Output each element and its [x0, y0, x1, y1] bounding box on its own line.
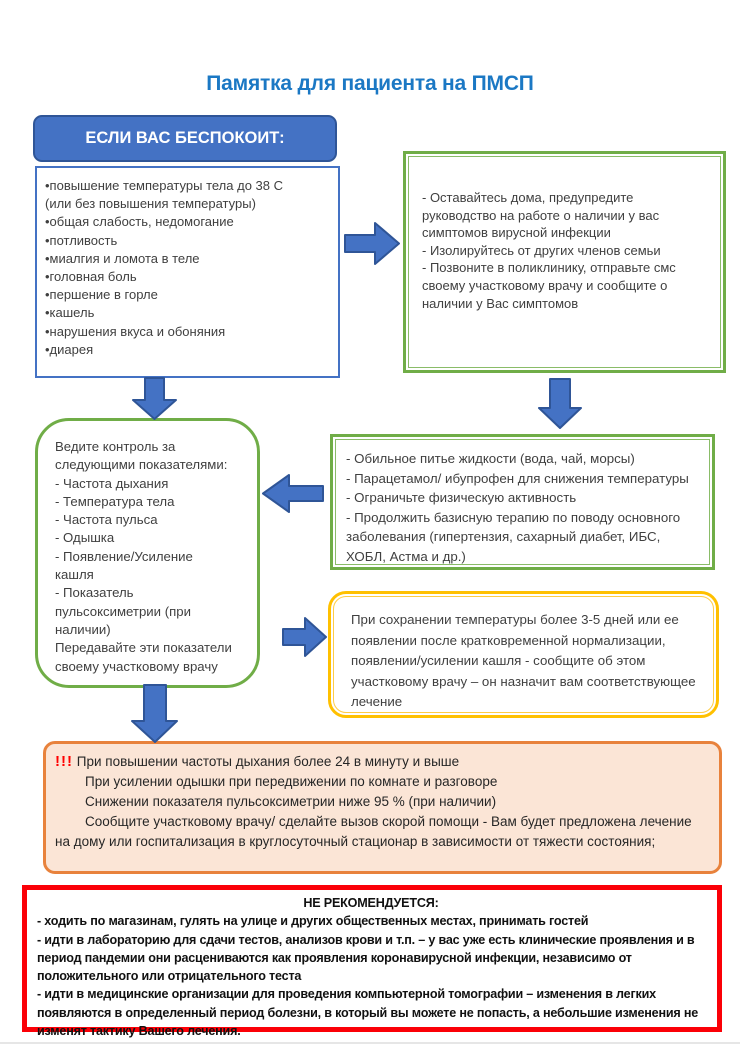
monitor-indicators-box: [35, 418, 260, 688]
stay-home-line: - Позвоните в поликлинику, отправьте смс своему участковому врачу и сообщите о наличии у Вас симптомов: [422, 260, 676, 311]
arrow-right-icon: [282, 616, 328, 658]
symptom-line: •миалгия и ломота в теле: [45, 250, 200, 266]
not-recommended-line: - идти в лабораторию для сдачи тестов, анализов крови и т.п. – у вас уже есть клинические проявления и в период пандемии они расцениваются как проявления коронавирусной инфекции, независимо от положительного или отрицательного теста: [37, 932, 695, 984]
symptom-line: •першение в горле: [45, 287, 158, 303]
arrow-right-icon: [344, 221, 401, 266]
warning-line: [55, 752, 705, 772]
page-title: Памятка для пациента на ПМСП: [206, 72, 534, 95]
emergency-warning-box: [43, 741, 722, 874]
if-you-are-worried-header: [33, 115, 337, 162]
warning-line-text: При повышении частоты дыхания более 24 в минуту и выше: [76, 754, 460, 769]
header-label: ЕСЛИ ВАС БЕСПОКОИТ:: [85, 129, 285, 147]
persistent-fever-text: При сохранении температуры более 3-5 дней или ее появлении после кратковременной нормализации, появлении/усилении кашля - сообщите об этом участковому врачу – он назначит вам соответствующее лечение: [333, 596, 714, 713]
stay-home-box-inner: [408, 156, 721, 368]
monitor-item: - Одышка: [55, 530, 115, 546]
treatment-box-inner: [335, 439, 710, 565]
stay-home-box: [403, 151, 726, 373]
persistent-fever-box: [328, 591, 719, 718]
monitor-item: - Появление/Усиление кашля: [55, 548, 193, 583]
arrow-down-icon: [130, 684, 179, 744]
warning-line: Сообщите участковому врачу/ сделайте вызов скорой помощи - Вам будет предложена лечение на дому или госпитализация в круглосуточный стационар в зависимости от тяжести состояния;: [55, 814, 692, 849]
treatment-line: - Парацетамол/ ибупрофен для снижения температуры: [346, 470, 689, 486]
not-recommended-line: - ходить по магазинам, гулять на улице и других общественных местах, принимать гостей: [37, 914, 589, 929]
monitor-item: - Температура тела: [55, 493, 175, 509]
not-recommended-line: - идти в медицинские организации для проведения компьютерной томографии – изменения в легких появляются в определенный период болезни, в который вы можете не попасть, а небольшие изменения не изменят тактику Вашего лечения.: [37, 987, 699, 1039]
symptom-line: •потливость: [45, 232, 118, 248]
stay-home-line: - Изолируйтесь от других членов семьи: [422, 242, 661, 258]
symptom-line: •диарея: [45, 341, 94, 357]
treatment-line: - Продолжить базисную терапию по поводу основного заболевания (гипертензия, сахарный диабет, ИБС, ХОБЛ, Астма и др.): [346, 509, 681, 564]
monitor-item: - Частота пульса: [55, 512, 158, 528]
page-edge-line: [0, 1042, 740, 1044]
stay-home-line: - Оставайтесь дома, предупредите руководство на работе о наличии у вас симптомов вирусной инфекции: [422, 190, 660, 241]
monitor-item: - Показатель пульсоксиметрии (при наличии): [55, 585, 191, 637]
symptom-line: •кашель: [45, 305, 95, 321]
arrow-left-icon: [261, 473, 325, 514]
treatment-line: - Ограничьте физическую активность: [346, 490, 577, 505]
treatment-box: [330, 434, 715, 570]
symptom-line: •общая слабость, недомогание: [45, 214, 234, 230]
symptom-line: •нарушения вкуса и обоняния: [45, 323, 226, 339]
monitor-item: - Частота дыхания: [55, 475, 169, 491]
arrow-down-icon: [537, 378, 583, 430]
warning-line: Снижении показателя пульсоксиметрии ниже 95 % (при наличии): [85, 794, 497, 809]
exclamation-marks: !!!: [55, 753, 73, 770]
not-recommended-box: [22, 885, 722, 1039]
symptom-line: •повышение температуры тела до 38 С: [45, 178, 283, 193]
symptom-line: (или без повышения температуры): [45, 196, 256, 212]
symptom-line: •головная боль: [45, 269, 137, 285]
arrow-down-icon: [131, 377, 178, 421]
monitor-outro: Передавайте эти показатели своему участковому врачу: [55, 640, 232, 674]
monitor-intro: Ведите контроль за следующими показателями:: [55, 439, 228, 473]
symptoms-box: [35, 166, 340, 378]
not-recommended-title: НЕ РЕКОМЕНДУЕТСЯ:: [303, 896, 439, 910]
warning-line: При усилении одышки при передвижении по комнате и разговоре: [85, 774, 498, 789]
treatment-line: - Обильное питье жидкости (вода, чай, морсы): [346, 451, 635, 466]
